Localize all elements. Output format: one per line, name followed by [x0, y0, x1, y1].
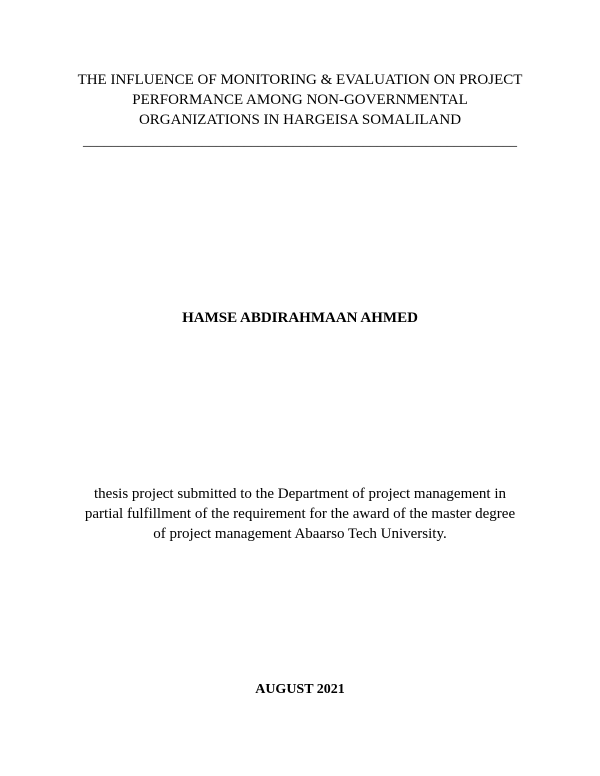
- submission-line-2: partial fulfillment of the requirement for the award of the master degree: [84, 506, 516, 522]
- title-line-2: PERFORMANCE AMONG NON-GOVERNMENTAL: [132, 92, 468, 108]
- thesis-title: [40, 70, 560, 130]
- author-name: HAMSE ABDIRAHMAAN AHMED: [182, 310, 418, 326]
- submission-line-1: thesis project submitted to the Department of project management in: [94, 486, 506, 502]
- title-line-3: ORGANIZATIONS IN HARGEISA SOMALILAND: [138, 112, 462, 128]
- submission-line-3: of project management Abaarso Tech University.: [153, 526, 447, 542]
- submission-statement: [40, 484, 560, 544]
- submission-date: AUGUST 2021: [255, 682, 345, 697]
- title-separator: ______________________________________________________________: [83, 134, 517, 149]
- title-line-1: THE INFLUENCE OF MONITORING & EVALUATION ON PROJECT: [77, 72, 523, 88]
